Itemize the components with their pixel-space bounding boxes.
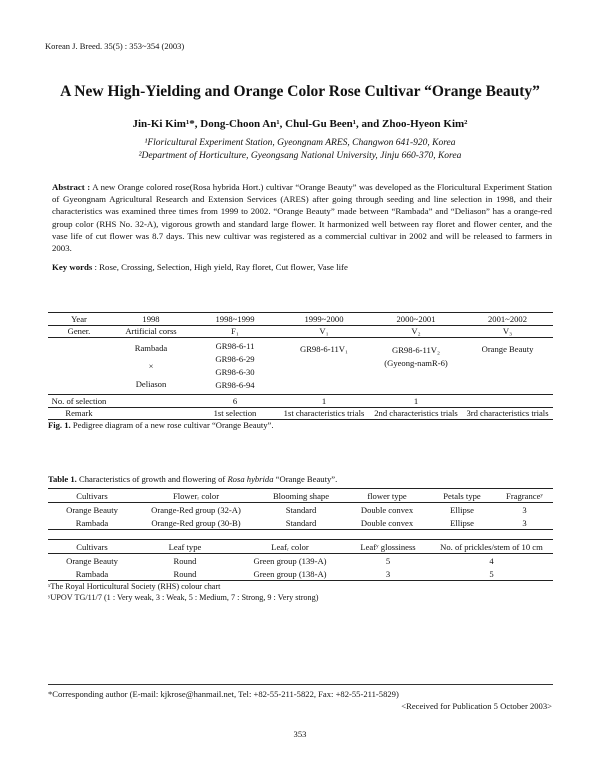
f1-line: GR98-6-94 <box>215 380 255 390</box>
received-date: <Received for Publication 5 October 2003> <box>401 701 552 711</box>
pedigree-header-cell: Year <box>48 313 110 326</box>
pedigree-header-cell: 1998 <box>110 313 192 326</box>
pedigree-cell <box>110 407 192 420</box>
abstract-text: A new Orange colored rose(Rosa hybrida Hort.) cultivar “Orange Beauty” was developed as the Floricultural Experiment Station of Gyeongnam Agricultural Research and Extension Services (ARES) after going through seeding and line selection in 1998, and their characteristics was examined three times from 1999 to 2002. “Orange Beauty” made between “Rambada” and “Deliason” has a orange-red group color (RHS No. 32-A), vigorous growth and standard large flower. It harmonized well between ray floret and flower center, and the vase life of cut flower was 8.7 days. This new cultivar was registered as a commercial cultivar in 2002 and will be released to farmers in 2003. <box>52 182 552 254</box>
f1-line: GR98-6-29 <box>215 354 255 364</box>
pedigree-cell: V₂ <box>370 325 462 338</box>
table-header-row <box>48 489 553 503</box>
v1-line: GR98-6-11V₁ <box>278 338 370 395</box>
table-cell: Round <box>173 568 197 579</box>
table-header-cell: Leaf type <box>136 540 234 554</box>
f1-lines-cell <box>192 338 278 395</box>
author-list: Jin-Ki Kim¹*, Dong-Choon An¹, Chul-Gu Been¹, and Zhoo-Hyeon Kim² <box>132 118 468 130</box>
table-cell: Orange Beauty <box>66 555 118 566</box>
table-header-cell: Leafᵣ color <box>234 540 346 554</box>
parent-rambada: Rambada <box>134 343 168 353</box>
f1-line: GR98-6-30 <box>215 367 255 377</box>
v2-name: (Gyeong-namR-6) <box>384 358 448 368</box>
parent-deliason: Deliason <box>135 379 167 389</box>
table-cell: 5 <box>489 568 494 579</box>
figure-caption-label: Fig. 1. <box>48 420 71 430</box>
pedigree-cell: 1st selection <box>213 408 257 419</box>
pedigree-cell: 1 <box>278 395 370 408</box>
table-cell: Orange Beauty <box>66 504 118 515</box>
cross-symbol: × <box>148 361 154 371</box>
flower-characteristics-table <box>48 488 553 530</box>
abstract <box>52 181 552 254</box>
table-cell: Double convex <box>360 517 414 528</box>
table-header-cell: Fragranceʸ <box>496 489 553 503</box>
pedigree-header-cell: 1999~2000 <box>278 313 370 326</box>
pedigree-header-cell: 2000~2001 <box>370 313 462 326</box>
table-caption-species: Rosa hybrida <box>227 474 274 484</box>
v2-line: GR98-6-11V₂ <box>391 345 441 355</box>
parents-cell <box>110 338 192 395</box>
pedigree-cross-row <box>48 338 553 395</box>
table-cell: 3 <box>385 568 391 579</box>
affiliation-1: ¹Floricultural Experiment Station, Gyeongnam ARES, Changwon 641-920, Korea <box>144 138 456 148</box>
table-caption-text: Characteristics of growth and flowering of <box>78 474 226 484</box>
table-footnote-upov: ʸUPOV TG/11/7 (1 : Very weak, 3 : Weak, 5 : Medium, 7 : Strong, 9 : Very strong) <box>48 593 319 602</box>
pedigree-cell <box>462 395 553 408</box>
pedigree-header-cell: 2001~2002 <box>462 313 553 326</box>
pedigree-cell: V₃ <box>462 325 553 338</box>
pedigree-cell: V₁ <box>278 325 370 338</box>
footnote-divider <box>48 684 553 685</box>
table-row <box>48 516 553 530</box>
pedigree-cell: 1 <box>370 395 462 408</box>
table-header-cell: Leafʸ glossiness <box>346 540 430 554</box>
table-cell: Ellipse <box>450 504 474 515</box>
pedigree-header-cell: 1998~1999 <box>192 313 278 326</box>
pedigree-generation-row <box>48 325 553 338</box>
table-header-cell: flower type <box>346 489 428 503</box>
table-cell: Orange-Red group (32-A) <box>151 504 241 515</box>
table-cell: Orange-Red group (30-B) <box>151 517 241 528</box>
table-cell: Rambada <box>75 517 109 528</box>
pedigree-cell: Gener. <box>48 325 110 338</box>
leaf-characteristics-table <box>48 539 553 581</box>
table-caption-cultivar: “Orange Beauty”. <box>275 474 338 484</box>
pedigree-table <box>48 312 553 420</box>
pedigree-remark-row <box>48 407 553 420</box>
table-header-cell: Cultivars <box>48 489 136 503</box>
table-cell: Standard <box>285 504 317 515</box>
table-cell: Green group (138-A) <box>253 568 327 579</box>
table-row <box>48 567 553 581</box>
table-header-row <box>48 540 553 554</box>
pedigree-cell: F₁ <box>192 325 278 338</box>
figure-caption <box>48 420 274 430</box>
figure-caption-text: Pedigree diagram of a new rose cultivar “Orange Beauty”. <box>72 420 274 430</box>
table-row <box>48 554 553 568</box>
pedigree-header-row <box>48 313 553 326</box>
pedigree-cell: 3rd characteristics trials <box>466 408 549 419</box>
table-cell: 4 <box>489 555 494 566</box>
table-row <box>48 503 553 517</box>
f1-line: GR98-6-11 <box>215 341 255 351</box>
table-caption <box>48 474 337 484</box>
table-header-cell: No. of prickles/stem of 10 cm <box>430 540 553 554</box>
table-cell: Round <box>173 555 197 566</box>
table-cell: 5 <box>385 555 391 566</box>
affiliation-2: ²Department of Horticulture, Gyeongsang National University, Jinju 660-370, Korea <box>138 151 462 161</box>
v3-name: Orange Beauty <box>462 338 553 395</box>
table-cell: Ellipse <box>450 517 474 528</box>
keywords-text: : Rose, Crossing, Selection, High yield, Ray floret, Cut flower, Vase life <box>94 262 348 272</box>
table-caption-label: Table 1. <box>48 474 77 484</box>
table-footnote-rhs: ˣThe Royal Horticultural Society (RHS) colour chart <box>48 582 221 591</box>
keywords-label: Key words <box>52 262 93 272</box>
table-header-cell: Cultivars <box>48 540 136 554</box>
keywords <box>52 262 348 272</box>
table-cell: 3 <box>522 504 527 515</box>
v2-cell <box>370 338 462 395</box>
table-cell: Rambada <box>75 568 109 579</box>
table-header-cell: Flowerᵣ color <box>136 489 256 503</box>
table-cell: Double convex <box>360 504 414 515</box>
pedigree-selection-row <box>48 395 553 408</box>
table-cell: 3 <box>522 517 527 528</box>
table-header-cell: Petals type <box>428 489 496 503</box>
journal-reference: Korean J. Breed. 35(5) : 353~354 (2003) <box>45 41 185 51</box>
table-cell: Standard <box>285 517 317 528</box>
pedigree-cell: 1st characteristics trials <box>283 408 365 419</box>
pedigree-cell: Artificial corss <box>110 325 192 338</box>
page-number: 353 <box>293 729 307 739</box>
pedigree-cell: No. of selection <box>48 395 110 408</box>
corresponding-author: *Corresponding author (E-mail: kjkrose@hanmail.net, Tel: +82-55-211-5822, Fax: +82-55-211-5829) <box>48 689 399 699</box>
abstract-label: Abstract : <box>52 182 91 192</box>
pedigree-cell: 2nd characteristics trials <box>374 408 458 419</box>
pedigree-cell: 6 <box>192 395 278 408</box>
pedigree-cell <box>110 395 192 408</box>
paper-title: A New High-Yielding and Orange Color Rose Cultivar “Orange Beauty” <box>60 83 540 100</box>
pedigree-cell: Remark <box>65 408 93 419</box>
table-cell: Green group (139-A) <box>253 555 327 566</box>
table-header-cell: Blooming shape <box>256 489 346 503</box>
